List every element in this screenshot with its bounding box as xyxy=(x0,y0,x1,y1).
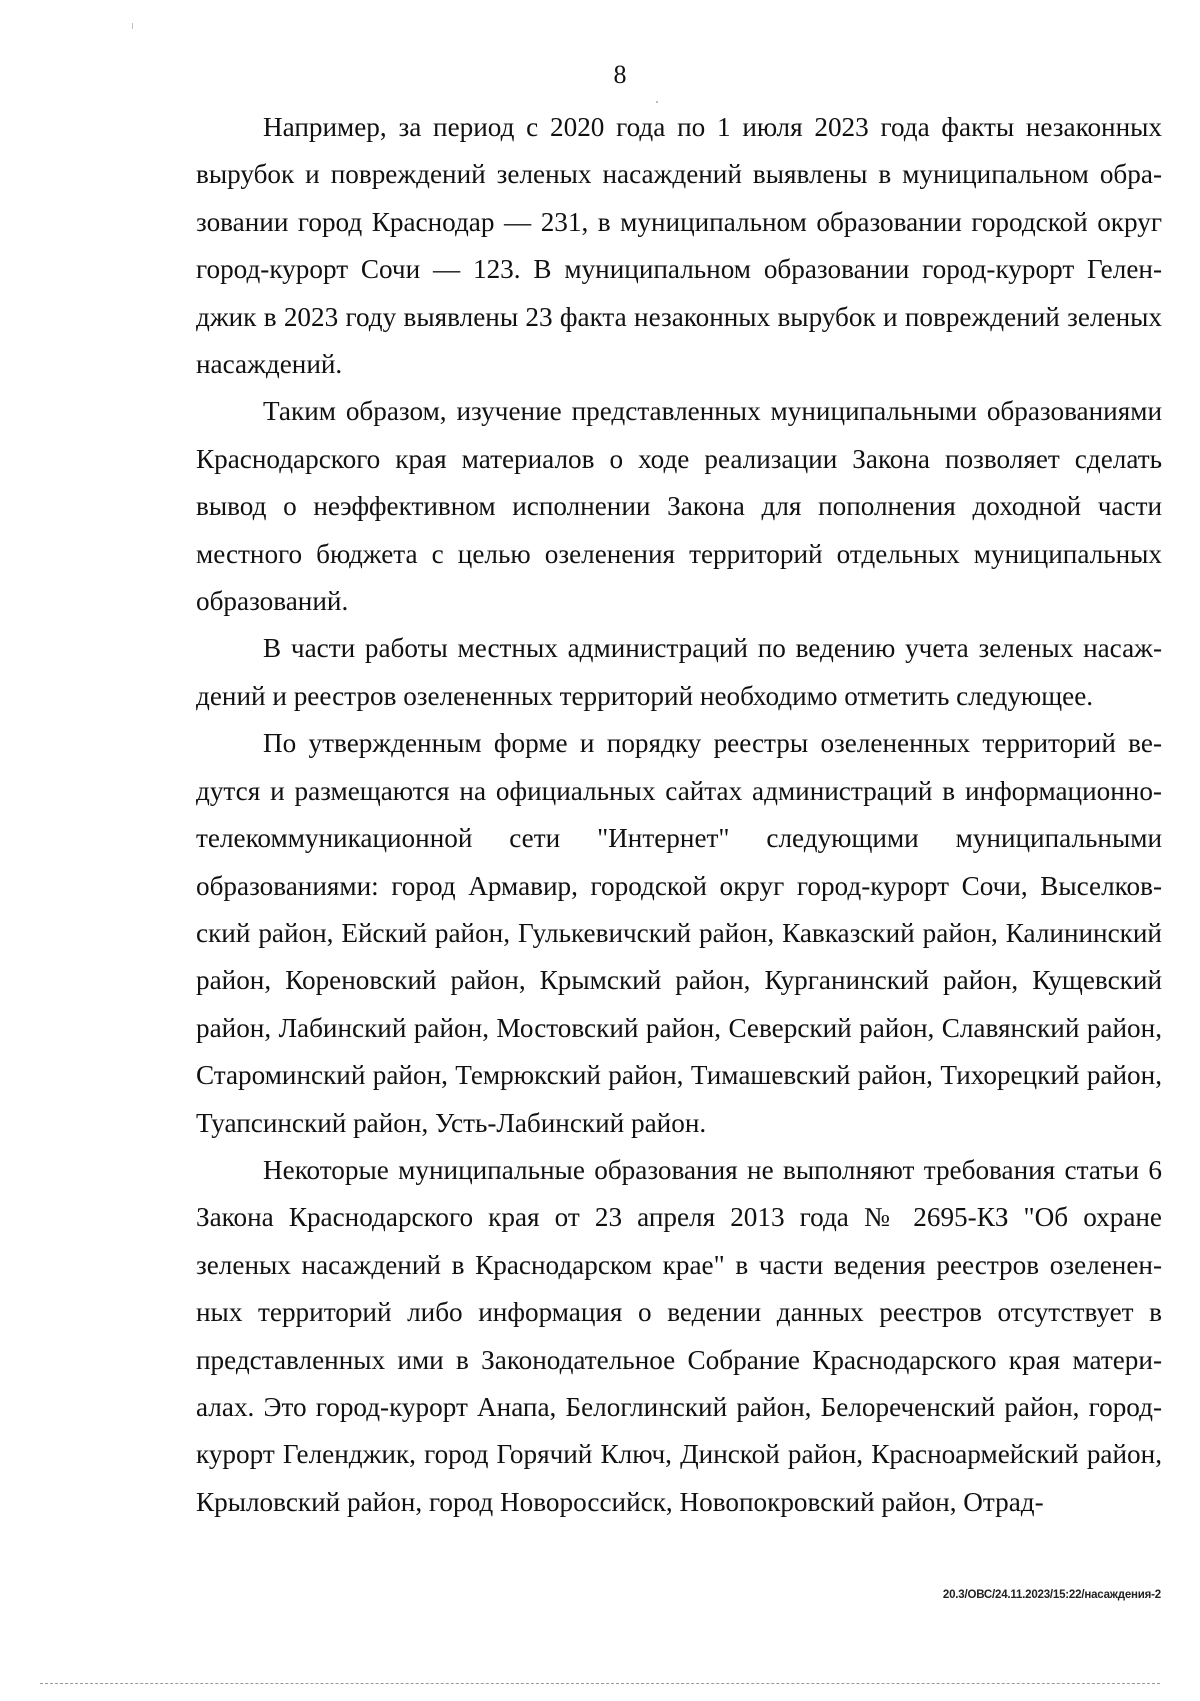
scan-artifact-dot xyxy=(656,101,658,103)
document-body xyxy=(196,104,1162,1526)
paragraph-municipalities-with-registries: По утвержденным форме и порядку реестры озелененных территорий ведутся и размещаются на официальных сайтах администраций в информационно-телекоммуникационной сети "Интернет" следующими муниципальными образованиями: город Армавир, городской округ город-курорт Сочи, Выселковский район, Ейский район, Гулькевичский район, Кавказский район, Калининский район, Кореновский район, Крымский район, Курганинский район, Кущевский район, Лабинский район, Мостовский район, Северский район, Славянский район, Староминский район, Темрюкский район, Тимашевский район, Тихорецкий район, Туапсинский район, Усть-Лабинский район. xyxy=(196,728,1162,1138)
page-number: 8 xyxy=(613,60,627,89)
paragraph-municipalities-noncompliant: Некоторые муниципальные образования не выполняют требования статьи 6 Закона Краснодарского края от 23 апреля 2013 года № 2695-КЗ "Об охране зеленых насаждений в Краснодарском крае" в части ведения реестров озелененных территорий либо информация о ведении данных реестров отсутствует в представленных ими в Законодательное Собрание Краснодарского края материалах. Это город-курорт Анапа, Белоглинский район, Белореченский район, город-курорт Геленджик, город Горячий Ключ, Динской район, Красноармейский район, Крыловский район, город Новороссийск, Новопокровский район, Отрад- xyxy=(196,1154,1162,1517)
scan-artifact-mark xyxy=(132,23,133,29)
paragraph-registry-accounting-note: В части работы местных администраций по ведению учета зеленых насаждений и реестров озелененных территорий необходимо отметить следующее. xyxy=(196,633,1162,711)
paragraph-conclusion-ineffective-law: Таким образом, изучение представленных муниципальными образованиями Краснодарского края материалов о ходе реализации Закона позволяет сделать вывод о неэффективном исполнении Закона для пополнения доходной части местного бюджета с целью озеленения территорий отдельных муниципальных образований. xyxy=(196,396,1162,617)
paragraph-illegal-felling-facts: Например, за период с 2020 года по 1 июля 2023 года факты незаконных вырубок и повреждений зеленых насаждений выявлены в муниципальном образовании город Краснодар — 231, в муниципальном образовании городской округ город-курорт Сочи — 123. В муниципальном образовании город-курорт Геленджик в 2023 году выявлены 23 факта незаконных вырубок и повреждений зеленых насаждений. xyxy=(196,112,1162,380)
scan-edge-line xyxy=(40,1683,1160,1684)
document-footer-code: 20.3/ОВС/24.11.2023/15:22/насаждения-2 xyxy=(942,1589,1161,1601)
